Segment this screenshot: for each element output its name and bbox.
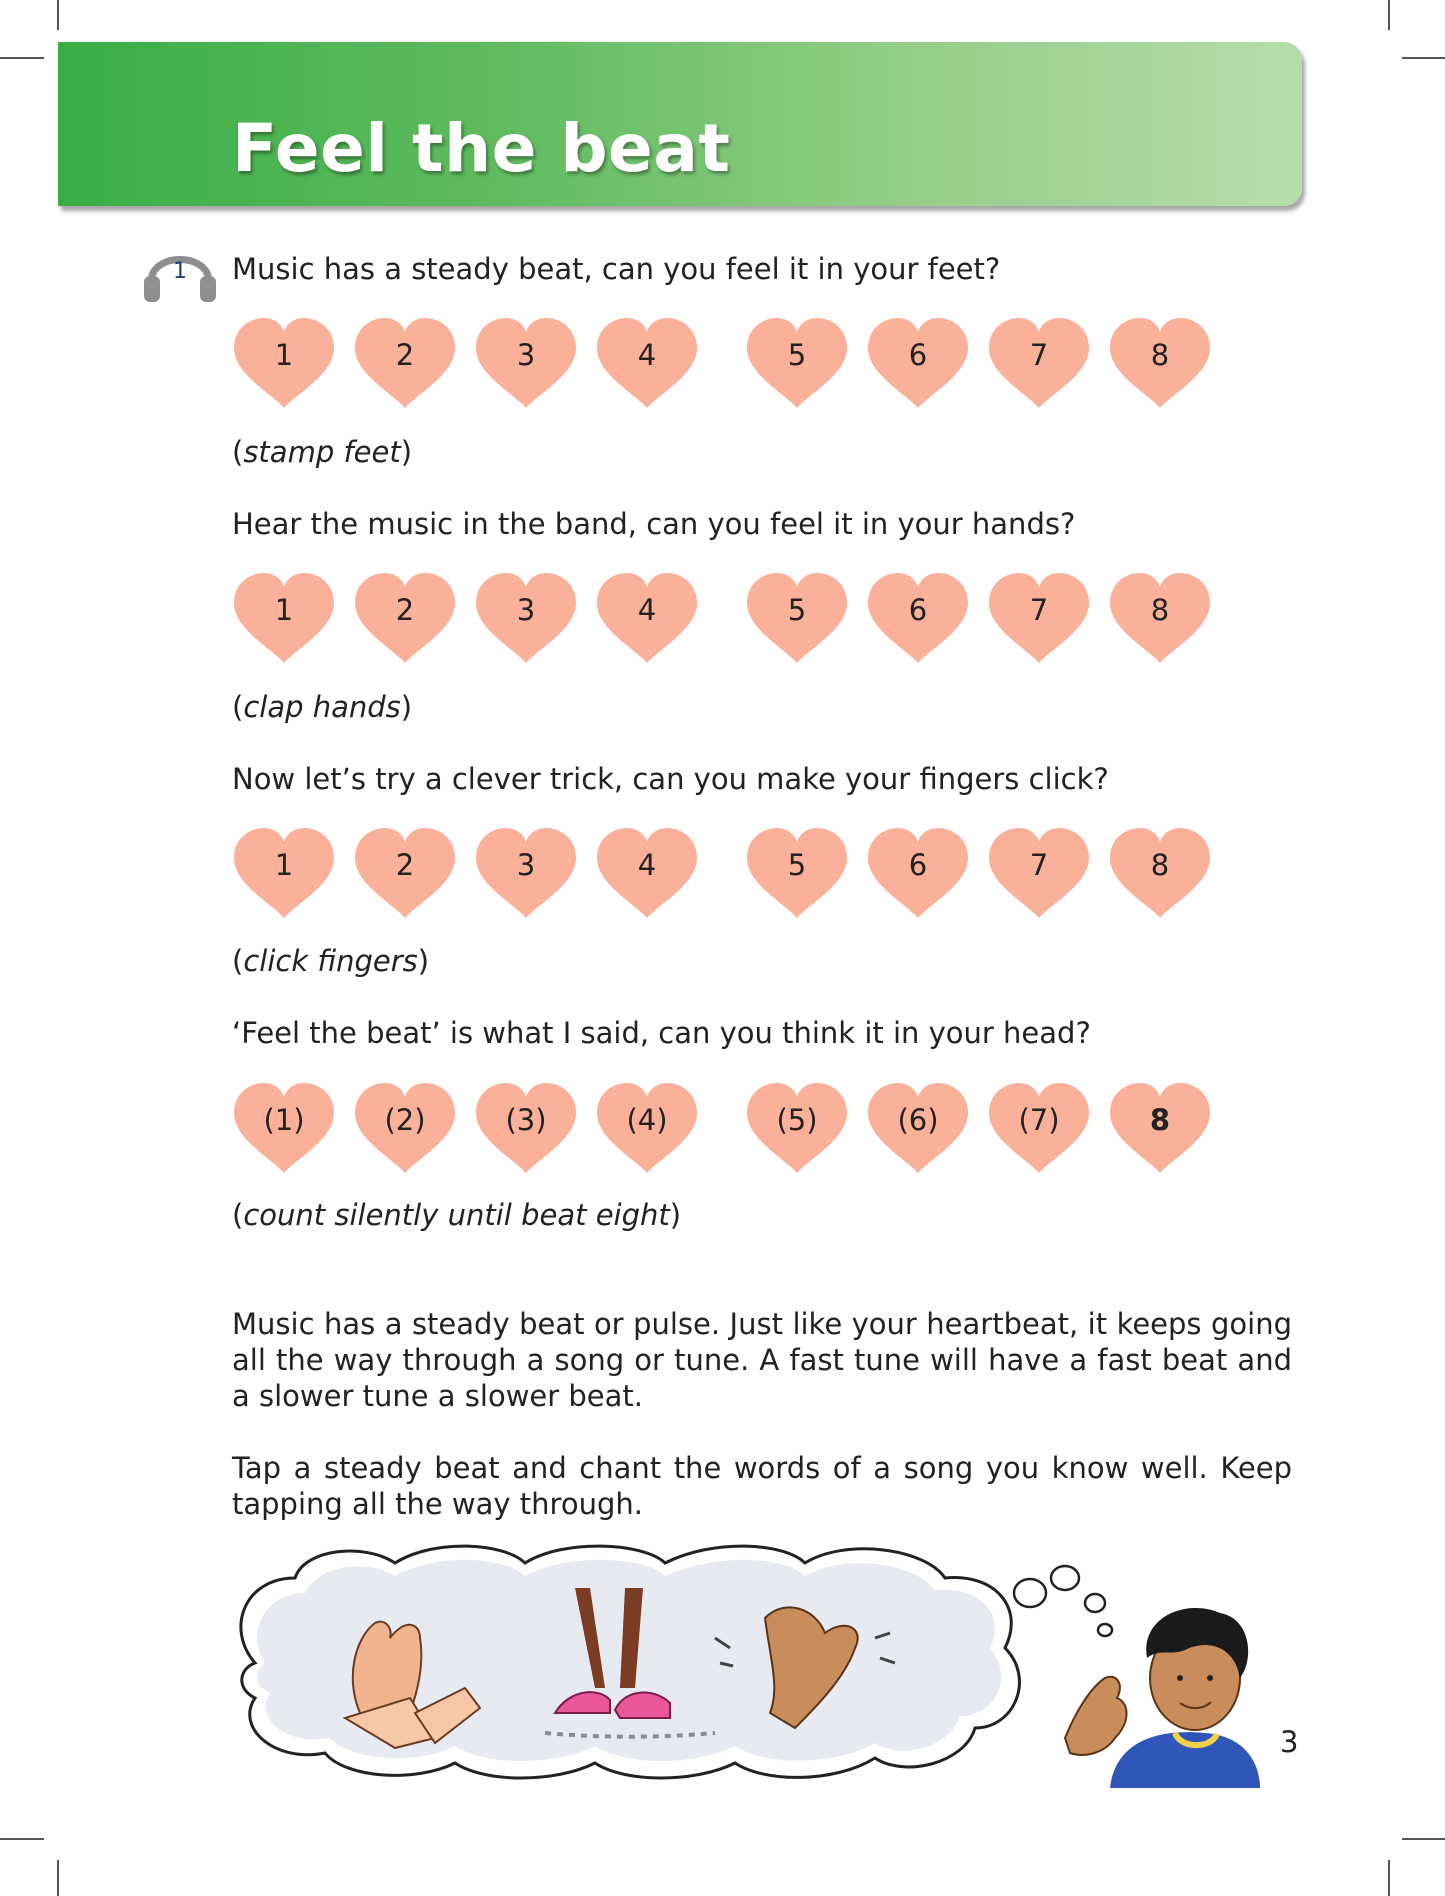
explanation-paragraph: Music has a steady beat or pulse. Just like your heartbeat, it keeps going all the way through a song or tune. A fast tune will have a fast beat and a slower tune a slower beat.	[232, 1307, 1292, 1413]
beat-row-3	[0, 826, 1445, 921]
verse-line-1: Music has a steady beat, can you feel it in your feet?	[232, 252, 1001, 286]
beat-heart: 4	[595, 316, 699, 411]
headphones-icon[interactable]	[143, 238, 217, 304]
beat-heart: 5	[745, 571, 849, 666]
beat-heart: (3)	[474, 1081, 578, 1176]
beat-heart: 3	[474, 316, 578, 411]
beat-heart: 1	[232, 571, 336, 666]
beat-heart: 1	[232, 316, 336, 411]
beat-heart: 7	[987, 571, 1091, 666]
thought-cloud-illustration	[225, 1538, 1265, 1788]
beat-heart: 8	[1108, 826, 1212, 921]
beat-heart: 6	[866, 316, 970, 411]
beat-heart: 5	[745, 826, 849, 921]
beat-heart: (1)	[232, 1081, 336, 1176]
beat-heart: 8	[1108, 316, 1212, 411]
beat-heart: 3	[474, 571, 578, 666]
beat-row-4	[0, 1081, 1445, 1176]
beat-heart: 7	[987, 316, 1091, 411]
beat-heart: 8	[1108, 571, 1212, 666]
beat-row-2	[0, 571, 1445, 666]
beat-heart: 2	[353, 826, 457, 921]
track-number: 1	[173, 259, 187, 284]
beat-heart: (2)	[353, 1081, 457, 1176]
beat-heart: 4	[595, 571, 699, 666]
beat-heart: 1	[232, 826, 336, 921]
verse-line-2: Hear the music in the band, can you feel it in your hands?	[232, 507, 1076, 541]
beat-heart: 6	[866, 826, 970, 921]
activity-paragraph: Tap a steady beat and chant the words of a song you know well. Keep tapping all the way through.	[232, 1451, 1292, 1521]
action-cue-3: (click fingers)	[232, 944, 430, 978]
action-cue-1: (stamp feet)	[232, 435, 413, 469]
beat-heart: (7)	[987, 1081, 1091, 1176]
beat-heart: 6	[866, 571, 970, 666]
verse-line-3: Now let’s try a clever trick, can you make your fingers click?	[232, 762, 1109, 796]
verse-line-4: ‘Feel the beat’ is what I said, can you think it in your head?	[232, 1016, 1091, 1050]
beat-heart: 2	[353, 316, 457, 411]
page-number: 3	[1280, 1725, 1299, 1759]
beat-heart: (6)	[866, 1081, 970, 1176]
beat-row-1	[0, 316, 1445, 411]
action-cue-2: (clap hands)	[232, 690, 413, 724]
beat-heart: 4	[595, 826, 699, 921]
beat-heart: 5	[745, 316, 849, 411]
beat-heart: 3	[474, 826, 578, 921]
beat-heart: 8	[1108, 1081, 1212, 1176]
beat-heart: 7	[987, 826, 1091, 921]
beat-heart: (4)	[595, 1081, 699, 1176]
beat-heart: 2	[353, 571, 457, 666]
action-cue-4: (count silently until beat eight)	[232, 1198, 682, 1232]
beat-heart: (5)	[745, 1081, 849, 1176]
page-title: Feel the beat	[232, 110, 731, 187]
